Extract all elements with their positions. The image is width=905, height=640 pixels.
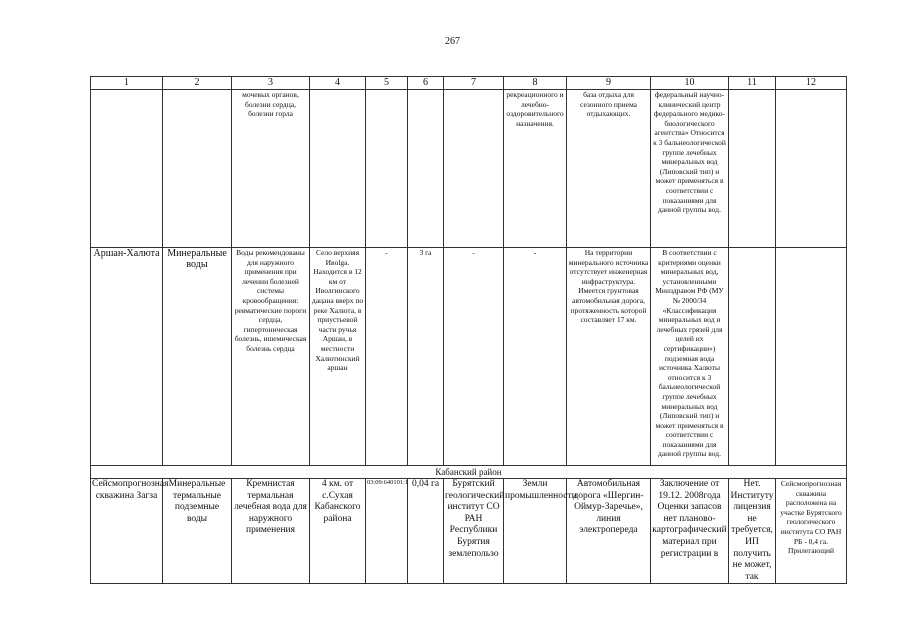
column-number: 5 — [366, 77, 408, 90]
column-number: 4 — [310, 77, 366, 90]
area-cell: 0,04 га — [408, 479, 444, 584]
location-cell: 4 км. от с.Сухая Кабанского района — [310, 479, 366, 584]
table-cell — [163, 90, 232, 248]
column-number: 12 — [776, 77, 847, 90]
column-number: 2 — [163, 77, 232, 90]
table-cell — [91, 90, 163, 248]
infrastructure-cell: Автомобильная дорога «Шергин-Оймур-Заречье», линия электропереда — [567, 479, 651, 584]
resource-type-cell: Минеральные воды — [163, 248, 232, 466]
table-row-zagza — [91, 479, 847, 584]
conclusion-cell: Заключение от 19.12. 2008года Оценки запасов нет плановo-картографический материал при регистрации в — [651, 479, 729, 584]
column-number: 1 — [91, 77, 163, 90]
cadastre-cell: 03:09:640101:1 — [366, 479, 408, 584]
owner-cell: Бурятский геологический институт СО РАН Республики Бурятия землепользо — [444, 479, 504, 584]
infrastructure-cell: база отдыха для сезонного приема отдыхающих. — [567, 90, 651, 248]
column-number: 10 — [651, 77, 729, 90]
column-number: 3 — [232, 77, 310, 90]
column-number: 8 — [504, 77, 567, 90]
resource-type-cell: Минеральные термальные подземные воды — [163, 479, 232, 584]
conclusion-cell: В соответствии с критериями оценки минеральных вод, установленными Минздравом РФ (МУ № 2000/34 «Классификация минеральных вод и лечебных грязей для целей их сертификации») подземная вода источника Халюты относится к 3 бальнеологической группе лечебных минеральных вод (Липовский тип) и может применяться в соответствии с показаниями для данной группы вод. — [651, 248, 729, 466]
purpose-cell: - — [504, 248, 567, 466]
purpose-cell: Земли промышленности — [504, 479, 567, 584]
infrastructure-cell: На территории минерального источника отсутствует инженерная инфраструктура. Имеется грунтовая автомобильная дорога, протяженность которой составляет 17 км. — [567, 248, 651, 466]
column-number: 7 — [444, 77, 504, 90]
table-cell — [408, 90, 444, 248]
table-cell — [444, 90, 504, 248]
conclusion-cell: федеральный научно-клинический центр федерального медико-биологического агентства» Относится к 3 бальнеологической группе лечебных минеральных вод (Липовский тип) и может применяться в соответствии с показаниями для данной группы вод. — [651, 90, 729, 248]
page-number: 267 — [445, 36, 460, 47]
column-number-row — [91, 77, 847, 90]
owner-cell: - — [444, 248, 504, 466]
table-cell — [776, 90, 847, 248]
section-title: Кабанский район — [91, 466, 847, 479]
registry-table — [90, 76, 847, 584]
notes-cell — [776, 248, 847, 466]
table-cell — [310, 90, 366, 248]
indications-cell: Кремнистая термальная лечебная вода для наружного применения — [232, 479, 310, 584]
table-row-continued — [91, 90, 847, 248]
cadastre-cell: - — [366, 248, 408, 466]
site-name-cell: Сейсмопрогнозная скважина Загза — [91, 479, 163, 584]
indications-cell: мочевых органов, болезни сердца, болезни горла — [232, 90, 310, 248]
table-row-arshan-khalyuta — [91, 248, 847, 466]
column-number: 9 — [567, 77, 651, 90]
location-cell: Село верхняя Ивolga. Находится в 12 км от Иволгинского дацана вверх по реке Халюта, в приустьевой части ручья Аршан, в местности Халютинский аршан — [310, 248, 366, 466]
purpose-cell: рекреационного и лечебно-оздоровительного назначения. — [504, 90, 567, 248]
table-cell — [729, 90, 776, 248]
indications-cell: Воды рекомендованы для наружного применения при лечении болезней системы кровообращения: ревматические пороги сердца, гипертоническая болезнь, ишемическая болезнь сердца — [232, 248, 310, 466]
license-cell — [729, 248, 776, 466]
site-name-cell: Аршан-Халюта — [91, 248, 163, 466]
notes-cell: Сейсмопрогнозная скважина расположена на участке Бурятского геологического института СО РАН РБ - 0,4 га. Прилегающий — [776, 479, 847, 584]
column-number: 6 — [408, 77, 444, 90]
license-cell: Нет. Институту лицензия не требуется, ИП получить не может, так — [729, 479, 776, 584]
column-number: 11 — [729, 77, 776, 90]
table-cell — [366, 90, 408, 248]
area-cell: 3 га — [408, 248, 444, 466]
section-row — [91, 466, 847, 479]
